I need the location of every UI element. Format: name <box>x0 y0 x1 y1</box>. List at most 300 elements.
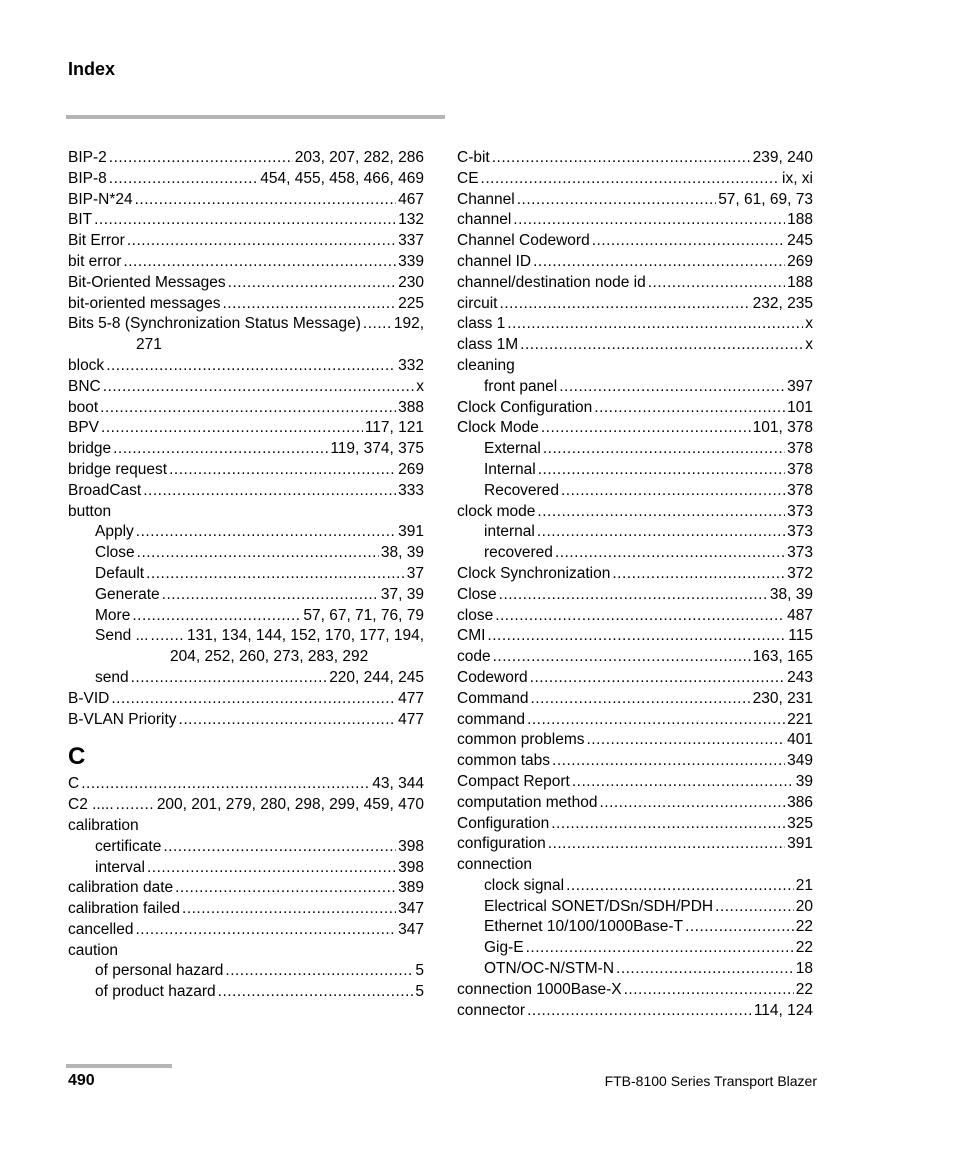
index-entry <box>68 543 424 564</box>
footer-rule <box>66 1064 172 1068</box>
index-entry <box>68 377 424 398</box>
dot-leader <box>163 837 396 858</box>
dot-leader <box>537 502 785 523</box>
index-entry-term: recovered <box>484 544 553 562</box>
dot-leader <box>492 148 751 169</box>
index-entry <box>68 626 424 647</box>
index-entry <box>457 668 813 689</box>
index-entry <box>457 585 813 606</box>
index-entry-term: interval <box>95 858 145 876</box>
dot-leader <box>555 543 785 564</box>
index-entry <box>457 772 813 793</box>
index-entry <box>457 377 813 398</box>
dot-leader <box>147 858 396 879</box>
index-entry-term: computation method <box>457 793 598 811</box>
dot-leader <box>162 585 379 606</box>
index-entry <box>457 314 813 335</box>
dot-leader <box>363 314 392 335</box>
index-entry <box>457 398 813 419</box>
index-entry-term: Bit-Oriented Messages <box>68 273 226 291</box>
index-entry-term: BPV <box>68 419 100 437</box>
dot-leader <box>648 273 785 294</box>
index-entry-term: Bits 5-8 (Synchronization Status Message) <box>68 315 361 333</box>
index-entry-term: C <box>68 775 80 793</box>
index-entry-pages: 22 <box>795 918 813 936</box>
index-entry-term: of product hazard <box>95 983 216 1001</box>
index-entry-term: BroadCast <box>68 481 142 499</box>
dot-leader <box>715 897 794 918</box>
index-entry-pages: 188 <box>787 273 813 291</box>
index-entry <box>68 273 424 294</box>
index-entry-pages: 337 <box>398 232 424 250</box>
index-entry-term: CE <box>457 169 479 187</box>
index-entry <box>68 837 424 858</box>
index-entry-pages: 230, 231 <box>752 689 813 707</box>
index-entry-term: Apply <box>95 523 134 541</box>
index-entry-term: command <box>457 710 526 728</box>
index-entry-pages: 101 <box>787 398 813 416</box>
index-entry <box>68 398 424 419</box>
index-entry <box>68 481 424 502</box>
index-entry <box>457 294 813 315</box>
index-entry-term: CMI <box>457 627 486 645</box>
dot-leader <box>530 668 785 689</box>
index-entry <box>457 169 813 190</box>
index-entry <box>68 231 424 252</box>
dot-leader <box>538 460 785 481</box>
index-entry <box>68 585 424 606</box>
index-entry-term: C2 ..... <box>68 796 114 814</box>
index-entry <box>68 710 424 731</box>
page-header-title: Index <box>68 59 116 79</box>
document-title: FTB-8100 Series Transport Blazer <box>604 1073 817 1089</box>
index-entry-term: Close <box>95 544 135 562</box>
index-entry-term: Send ... <box>95 627 149 645</box>
index-entry <box>457 897 813 918</box>
index-entry-term: caution <box>68 941 118 959</box>
index-entry-term: BIT <box>68 211 93 229</box>
index-entry-pages: 57, 67, 71, 76, 79 <box>303 606 424 624</box>
dot-leader <box>517 190 716 211</box>
index-entry <box>68 878 424 899</box>
dot-leader <box>81 774 370 795</box>
index-entry <box>457 460 813 481</box>
dot-leader <box>592 231 785 252</box>
index-entry <box>457 814 813 835</box>
index-entry <box>68 148 424 169</box>
index-entry-pages: 132 <box>398 211 424 229</box>
index-entry <box>457 148 813 169</box>
index-entry-term: Default <box>95 564 145 582</box>
index-entry-term: Internal <box>484 460 536 478</box>
dot-leader <box>527 710 785 731</box>
index-entry <box>457 273 813 294</box>
index-entry <box>68 858 424 879</box>
index-entry-pages: 22 <box>795 980 813 998</box>
index-entry <box>68 982 424 1003</box>
index-entry <box>457 626 813 647</box>
index-entry-pages: 119, 374, 375 <box>330 440 424 458</box>
index-entry-term: Codeword <box>457 668 528 686</box>
index-entry <box>457 418 813 439</box>
index-entry-pages: 37, 39 <box>380 585 424 603</box>
dot-leader <box>111 689 396 710</box>
dot-leader <box>559 377 785 398</box>
index-entry-term: channel/destination node id <box>457 273 646 291</box>
index-entry-pages: 386 <box>787 793 813 811</box>
index-entry-term: Clock Configuration <box>457 398 593 416</box>
index-entry <box>68 190 424 211</box>
index-entry-pages: 21 <box>795 876 813 894</box>
index-entry <box>68 439 424 460</box>
index-entry-term: common problems <box>457 731 585 749</box>
index-entry-term: Configuration <box>457 814 550 832</box>
index-entry-pages-continued: 271 <box>136 336 162 354</box>
dot-leader <box>113 439 328 460</box>
dot-leader <box>103 377 415 398</box>
dot-leader <box>228 273 396 294</box>
dot-leader <box>106 356 396 377</box>
index-entry-pages: 269 <box>398 460 424 478</box>
index-entry-pages: 188 <box>787 211 813 229</box>
index-entry-pages: 20 <box>795 897 813 915</box>
index-entry-term: bit error <box>68 252 122 270</box>
index-entry-pages: ix, xi <box>782 169 813 187</box>
index-entry-pages: 378 <box>787 460 813 478</box>
index-entry <box>68 314 424 335</box>
index-entry-pages: 372 <box>787 564 813 582</box>
dot-leader <box>527 1001 752 1022</box>
index-entry <box>68 356 424 377</box>
index-entry-term: BIP-8 <box>68 169 107 187</box>
index-entry-pages: 221 <box>787 710 813 728</box>
index-entry-pages: 388 <box>398 398 424 416</box>
index-entry-pages: 347 <box>398 900 424 918</box>
index-entry <box>457 543 813 564</box>
index-entry-pages: 325 <box>787 814 813 832</box>
index-entry <box>457 522 813 543</box>
index-entry <box>68 795 424 816</box>
index-entry-pages: x <box>805 315 813 333</box>
index-entry-pages: 57, 61, 69, 73 <box>718 190 813 208</box>
index-entry-pages: 378 <box>787 481 813 499</box>
index-entry-term: External <box>484 440 541 458</box>
index-entry-term: Compact Report <box>457 772 570 790</box>
dot-leader <box>561 481 785 502</box>
index-entry-pages: 373 <box>787 523 813 541</box>
index-entry-pages: 269 <box>787 252 813 270</box>
dot-leader <box>109 169 258 190</box>
index-entry-pages: 401 <box>787 731 813 749</box>
index-entry-term: internal <box>484 523 535 541</box>
index-column-right <box>457 148 813 1021</box>
index-entry-pages: 38, 39 <box>769 585 813 603</box>
index-entry-term: button <box>68 502 112 520</box>
index-entry-pages: 243 <box>787 668 813 686</box>
dot-leader <box>616 959 794 980</box>
index-entry-pages: 349 <box>787 752 813 770</box>
index-entry-term: clock mode <box>457 502 536 520</box>
index-entry-pages: 477 <box>398 689 424 707</box>
index-entry <box>68 961 424 982</box>
dot-leader <box>499 294 750 315</box>
index-entry <box>457 980 813 1001</box>
index-entry-pages: 389 <box>398 879 424 897</box>
dot-leader <box>513 210 785 231</box>
header-rule <box>66 115 445 119</box>
index-entry-pages: 347 <box>398 920 424 938</box>
dot-leader <box>132 606 301 627</box>
index-entry-term: calibration date <box>68 879 174 897</box>
dot-leader <box>179 710 397 731</box>
index-entry-pages: 245 <box>787 232 813 250</box>
index-entry <box>457 1001 813 1022</box>
index-entry-term: C-bit <box>457 149 490 166</box>
index-entry-pages: 477 <box>398 710 424 728</box>
index-entry-term: clock signal <box>484 876 565 894</box>
index-entry-term: Ethernet 10/100/1000Base-T <box>484 918 684 936</box>
index-entry-pages: 487 <box>787 606 813 624</box>
index-entry-term: bridge <box>68 440 112 458</box>
index-entry-pages: 39 <box>795 772 813 790</box>
index-entry-term: boot <box>68 398 99 416</box>
dot-leader <box>175 878 396 899</box>
index-entry-pages: 117, 121 <box>364 419 424 437</box>
index-entry <box>457 231 813 252</box>
index-entry <box>68 668 424 689</box>
dot-leader <box>507 314 803 335</box>
index-entry-pages: 192, <box>393 315 424 333</box>
index-entry-term: code <box>457 648 491 666</box>
index-entry <box>457 210 813 231</box>
index-entry-pages: 232, 235 <box>752 294 813 312</box>
index-entry <box>457 564 813 585</box>
page-number: 490 <box>68 1072 95 1089</box>
dot-leader <box>131 668 328 689</box>
index-entry-term: BIP-2 <box>68 149 107 166</box>
index-entry <box>457 751 813 772</box>
dot-leader <box>493 647 751 668</box>
dot-leader <box>481 169 780 190</box>
index-entry-term: BIP-N*24 <box>68 190 133 208</box>
dot-leader <box>218 982 414 1003</box>
index-entry <box>68 169 424 190</box>
index-entry-pages: 339 <box>398 252 424 270</box>
index-entry-pages: 22 <box>795 939 813 957</box>
index-letter-heading: C <box>68 743 86 771</box>
index-entry-term: cancelled <box>68 920 134 938</box>
index-entry-term: configuration <box>457 835 546 853</box>
index-entry-pages: 373 <box>787 544 813 562</box>
index-entry-term: Close <box>457 585 497 603</box>
index-entry-term: cleaning <box>457 356 515 374</box>
dot-leader <box>543 439 785 460</box>
dot-leader <box>537 522 785 543</box>
index-entry-pages: 398 <box>398 837 424 855</box>
index-entry-pages: 38, 39 <box>380 544 424 562</box>
index-entry-term: class 1 <box>457 315 506 333</box>
index-entry-term: connection <box>457 856 532 874</box>
index-entry-pages: 391 <box>787 835 813 853</box>
index-entry-term: channel <box>457 211 512 229</box>
index-entry-term: Channel <box>457 190 515 208</box>
index-entry-term: calibration <box>68 816 139 834</box>
index-entry-term: Generate <box>95 585 160 603</box>
dot-leader <box>109 148 293 169</box>
dot-leader <box>225 961 413 982</box>
dot-leader <box>123 252 396 273</box>
dot-leader <box>143 481 396 502</box>
index-entry-term: BNC <box>68 377 101 395</box>
index-entry <box>68 606 424 627</box>
index-entry-term: circuit <box>457 294 498 312</box>
index-entry <box>457 917 813 938</box>
index-entry-term: Gig-E <box>484 939 524 957</box>
index-entry <box>457 689 813 710</box>
index-entry-term: B-VLAN Priority <box>68 710 177 728</box>
index-entry <box>68 920 424 941</box>
dot-leader <box>587 730 786 751</box>
dot-leader <box>526 938 794 959</box>
index-entry <box>68 774 424 795</box>
index-entry <box>68 252 424 273</box>
dot-leader <box>182 899 396 920</box>
index-entry-pages-continued: 204, 252, 260, 273, 283, 292 <box>170 648 369 666</box>
index-entry-pages: 163, 165 <box>752 648 813 666</box>
dot-leader <box>135 190 397 211</box>
dot-leader <box>146 564 405 585</box>
dot-leader <box>685 917 794 938</box>
index-entry <box>457 834 813 855</box>
index-entry-pages: 18 <box>795 960 813 978</box>
index-entry-pages: 378 <box>787 440 813 458</box>
index-entry <box>68 418 424 439</box>
index-entry-pages: x <box>805 336 813 354</box>
dot-leader <box>136 522 396 543</box>
dot-leader <box>100 398 396 419</box>
index-entry-term: bridge request <box>68 460 168 478</box>
dot-leader <box>533 252 785 273</box>
index-entry <box>457 710 813 731</box>
index-entry-term: block <box>68 356 105 374</box>
dot-leader <box>594 398 785 419</box>
index-entry <box>68 689 424 710</box>
index-entry-term: OTN/OC-N/STM-N <box>484 960 615 978</box>
index-entry <box>457 938 813 959</box>
dot-leader <box>136 920 397 941</box>
index-entry-pages: 43, 344 <box>372 775 424 793</box>
dot-leader <box>599 793 785 814</box>
index-entry-pages: 5 <box>415 983 424 1001</box>
index-entry-pages: 101, 378 <box>752 419 813 437</box>
index-entry-pages: 391 <box>398 523 424 541</box>
index-entry-pages: 37 <box>406 564 424 582</box>
dot-leader <box>127 231 396 252</box>
dot-leader <box>223 294 397 315</box>
dot-leader <box>531 689 751 710</box>
index-entry-pages: 230 <box>398 273 424 291</box>
index-entry <box>457 793 813 814</box>
index-entry-term: Channel Codeword <box>457 232 590 250</box>
index-entry <box>68 522 424 543</box>
dot-leader <box>624 980 794 1001</box>
index-entry-term: channel ID <box>457 252 532 270</box>
index-entry-pages: 131, 134, 144, 152, 170, 177, 194, <box>186 627 424 645</box>
index-entry <box>457 959 813 980</box>
dot-leader <box>487 626 786 647</box>
index-entry <box>457 252 813 273</box>
index-entry-pages: 398 <box>398 858 424 876</box>
index-entry-term: More <box>95 606 131 624</box>
index-entry-pages: 333 <box>398 481 424 499</box>
index-entry-pages: 225 <box>398 294 424 312</box>
index-entry-term: Clock Synchronization <box>457 564 611 582</box>
index-entry-term: certificate <box>95 837 162 855</box>
dot-leader <box>101 418 363 439</box>
index-entry-pages: x <box>416 377 424 395</box>
index-entry-term: close <box>457 606 494 624</box>
index-entry-pages: 114, 124 <box>753 1001 813 1019</box>
index-entry-term: B-VID <box>68 689 110 707</box>
dot-leader <box>572 772 794 793</box>
index-entry-pages: 200, 201, 279, 280, 298, 299, 459, 470 <box>156 796 424 814</box>
index-entry-term: calibration failed <box>68 900 181 918</box>
index-entry <box>457 335 813 356</box>
index-entry <box>457 439 813 460</box>
dot-leader <box>541 418 751 439</box>
dot-leader <box>520 335 803 356</box>
index-entry <box>457 606 813 627</box>
index-entry <box>457 647 813 668</box>
index-entry-term: connection 1000Base-X <box>457 980 622 998</box>
index-entry <box>68 460 424 481</box>
index-entry-term: Electrical SONET/DSn/SDH/PDH <box>484 897 714 915</box>
index-entry-pages: 454, 455, 458, 466, 469 <box>260 169 424 187</box>
dot-leader <box>137 543 379 564</box>
dot-leader <box>150 626 185 647</box>
dot-leader <box>169 460 396 481</box>
dot-leader <box>566 876 794 897</box>
index-entry <box>457 190 813 211</box>
index-entry-term: Command <box>457 689 529 707</box>
index-entry <box>457 481 813 502</box>
index-entry-term: common tabs <box>457 752 551 770</box>
dot-leader <box>499 585 768 606</box>
index-entry-term: of personal hazard <box>95 962 224 980</box>
index-entry-term: Bit Error <box>68 232 125 250</box>
dot-leader <box>94 210 396 231</box>
index-entry <box>68 294 424 315</box>
index-entry-pages: 220, 244, 245 <box>329 668 424 686</box>
index-entry-pages: 373 <box>787 502 813 520</box>
index-entry-term: Recovered <box>484 481 559 499</box>
index-entry <box>68 210 424 231</box>
index-entry-pages: 397 <box>787 377 813 395</box>
dot-leader <box>612 564 785 585</box>
index-entry-term: bit-oriented messages <box>68 294 221 312</box>
index-entry-term: class 1M <box>457 336 519 354</box>
index-entry-term: connector <box>457 1001 526 1019</box>
dot-leader <box>548 834 785 855</box>
index-entry-term: front panel <box>484 377 558 395</box>
dot-leader <box>551 814 785 835</box>
index-entry <box>457 876 813 897</box>
index-entry <box>457 730 813 751</box>
dot-leader <box>552 751 785 772</box>
index-entry-term: Clock Mode <box>457 419 539 437</box>
index-entry <box>457 502 813 523</box>
index-entry-pages: 332 <box>398 356 424 374</box>
